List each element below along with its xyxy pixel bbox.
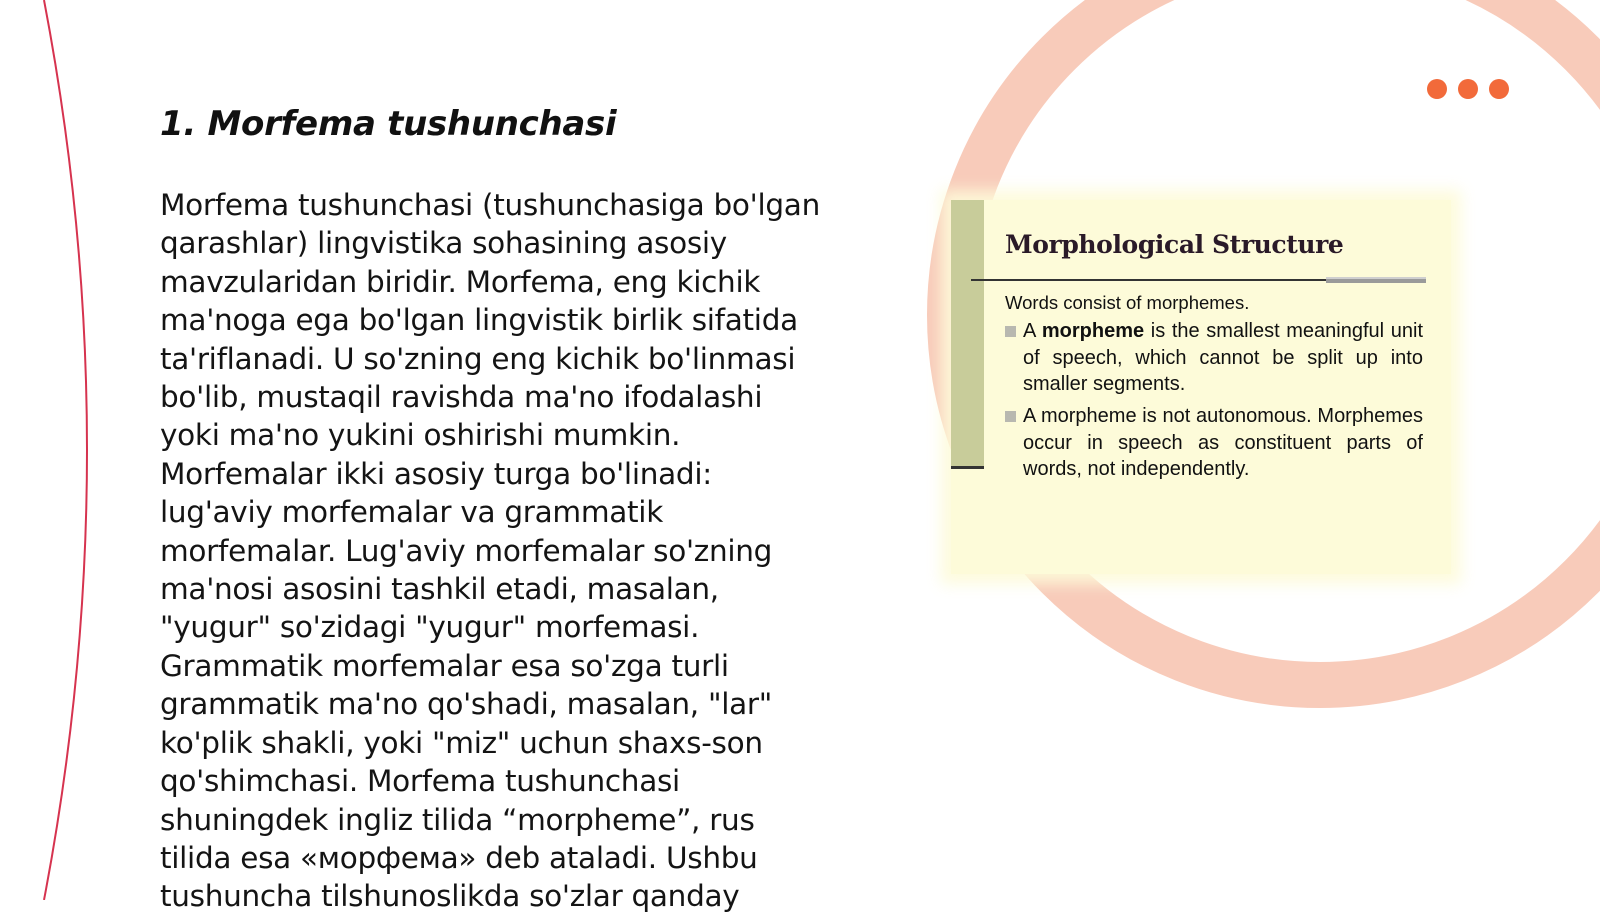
body-paragraph: Morfema tushunchasi (tushunchasiga bo'lgan qarashlar) lingvistika sohasining asosiy mavzularidan biridir. Morfema, eng kichik ma'noga ega bo'lgan lingvistik birlik sifatida ta'riflanadi. U so'zning eng kichik bo'linmasi bo'lib, mustaqil ravishda ma'no ifodalashi yoki ma'no yukini oshirishi mumkin. Morfemalar ikki asosiy turga bo'linadi: lug'aviy morfemalar va grammatik morfemalar. Lug'aviy morfemalar so'zning ma'nosi asosini tashkil etadi, masalan, "yugur" so'zidagi "yugur" morfemasi. Grammatik morfemalar esa so'zga turli grammatik ma'no qo'shadi, masalan, "lar" ko'plik shakli, yoki "miz" uchun shaxs-son qo'shimchasi. Morfema tushunchasi shuningdek ingliz tilida “morpheme”, rus tilida esa «морфема» deb ataladi. Ushbu tushuncha tilshunoslikda so'zlar qanday xyxy=(160,188,820,914)
card-divider-accent xyxy=(1326,277,1426,283)
dot xyxy=(1427,79,1447,99)
bullet-suffix: is the smallest meaningful unit of speech, which cannot be split up into smaller segments. xyxy=(1023,320,1423,395)
bullet-square-icon xyxy=(1005,411,1016,422)
bullet-prefix: A xyxy=(1023,320,1042,342)
card-bullet-1 xyxy=(1005,318,1423,398)
bullet-text: A morpheme is not autonomous. Morphemes occur in speech as constituent parts of words, not independently. xyxy=(1023,405,1423,480)
bullet-square-icon xyxy=(1005,326,1016,337)
dot xyxy=(1489,79,1509,99)
card-title: Morphological Structure xyxy=(1005,230,1344,259)
more-dots-icon xyxy=(1427,79,1509,99)
bullet-bold-term: morpheme xyxy=(1041,320,1145,342)
page-title: 1. Morfema tushunchasi xyxy=(160,104,617,144)
card-intro: Words consist of morphemes. xyxy=(1005,292,1250,313)
slide-image-card xyxy=(951,200,1451,574)
left-curve-line xyxy=(44,0,87,900)
card-bullet-2 xyxy=(1005,403,1423,483)
card-side-bar xyxy=(951,200,984,469)
dot xyxy=(1458,79,1478,99)
bullet-text xyxy=(1023,318,1423,398)
